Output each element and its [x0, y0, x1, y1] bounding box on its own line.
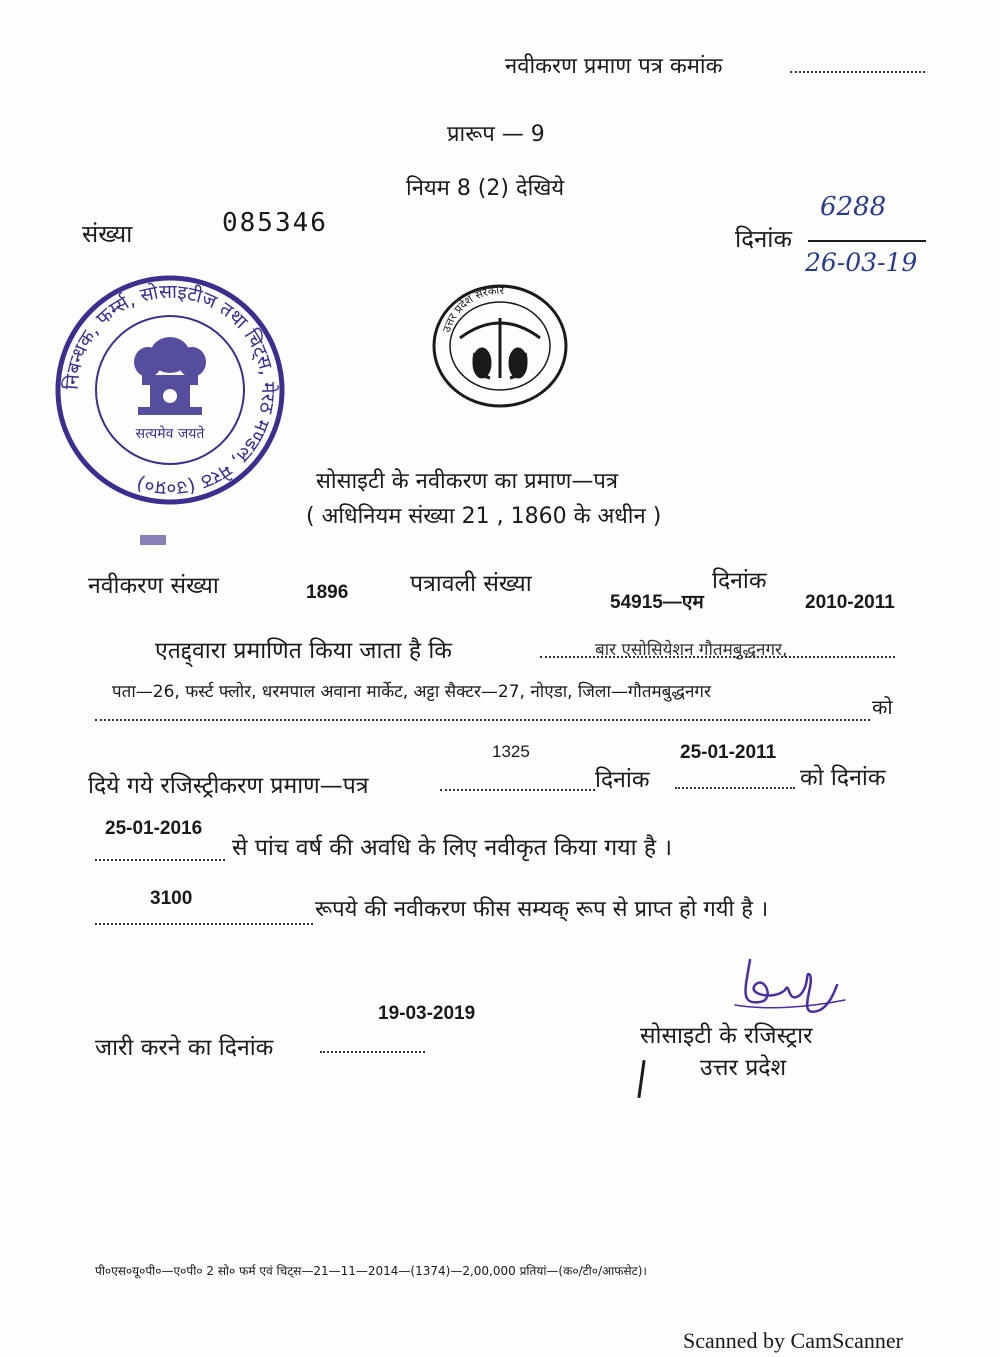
- handwritten-number: 6288: [820, 192, 887, 222]
- stamp-motto: सत्यमेव जयते: [135, 426, 205, 442]
- file-number-label: पत्रावली संख्या: [410, 571, 532, 597]
- renewal-cert-number-label: नवीकरण प्रमाण पत्र कमांक: [505, 54, 723, 79]
- renewal-from-blank: [95, 858, 225, 861]
- renewal-period-text: से पांच वर्ष की अवधि के लिए नवीकृत किया गया है ।: [232, 835, 673, 861]
- renewal-from-date: 25-01-2016: [105, 818, 203, 839]
- address-blank: [95, 718, 870, 721]
- info-date-value: 2010-2011: [805, 592, 895, 613]
- issue-date-label: जारी करने का दिनांक: [95, 1035, 274, 1061]
- signatory-state: उत्तर प्रदेश: [700, 1055, 787, 1081]
- up-government-emblem: [430, 278, 570, 408]
- registration-number-blank: [440, 788, 595, 791]
- stamp-ring-text: निबन्धक, फर्म्स, सोसाइटीज तथा चिट्स, मेरठ मण्डल, मेरठ (उ०प्र०): [60, 280, 280, 500]
- registration-cert-label: दिये गये रजिस्ट्रीकरण प्रमाण—पत्र: [88, 773, 369, 799]
- fee-amount: 3100: [150, 888, 193, 909]
- certificate-title: सोसाइटी के नवीकरण का प्रमाण—पत्र: [316, 469, 619, 494]
- renewal-number-value: 1896: [306, 582, 349, 603]
- issue-date: 19-03-2019: [378, 1003, 476, 1024]
- registration-date: 25-01-2011: [680, 742, 777, 763]
- renewal-number-label: नवीकरण संख्या: [88, 573, 219, 599]
- info-date-label: दिनांक: [712, 568, 767, 594]
- serial-number: 085346: [222, 208, 328, 238]
- ko-text: को: [872, 695, 893, 719]
- signatory-title: सोसाइटी के रजिस्ट्रार: [640, 1023, 813, 1049]
- certify-text: एतद्द्वारा प्रमाणित किया जाता है कि: [155, 638, 452, 664]
- society-name: बार एसोसियेशन गौतमबुद्धनगर,: [595, 640, 788, 660]
- print-footer: पी०एस०यू०पी०—ए०पी० 2 सो० फर्म एवं चिट्स—21—11—2014—(1374)—2,00,000 प्रतियां—(क०/टी०/आफसेट)।: [95, 1264, 647, 1278]
- fee-text: रूपये की नवीकरण फीस सम्यक् रूप से प्राप्त हो गयी है ।: [315, 897, 769, 922]
- ink-smudge: [140, 535, 166, 545]
- registration-number: 1325: [492, 742, 530, 761]
- society-address: पता—26, फर्स्ट फ्लोर, धरमपाल अवाना मार्केट, अट्टा सैक्टर—27, नोएडा, जिला—गौतमबुद्धनगर: [112, 682, 711, 702]
- rule-reference: नियम 8 (2) देखिये: [406, 176, 565, 201]
- issue-date-blank: [320, 1050, 425, 1053]
- lion-capital-icon: [134, 337, 206, 415]
- camscanner-watermark: Scanned by CamScanner: [683, 1328, 903, 1353]
- form-title: प्रारूप — 9: [447, 122, 545, 147]
- registrar-stamp: [50, 270, 290, 510]
- pen-mark: [637, 1060, 645, 1098]
- registration-date-label: दिनांक: [595, 767, 650, 793]
- certificate-subtitle: ( अधिनियम संख्या 21 , 1860 के अधीन ): [306, 504, 662, 529]
- registration-date-blank: [675, 786, 795, 789]
- renewal-cert-number-blank: [790, 70, 925, 73]
- file-number-value: 54915—एम: [610, 592, 704, 613]
- emblem-ring-text: उत्तर प्रदेश सरकार: [440, 283, 505, 335]
- ko-dinank-text: को दिनांक: [800, 765, 886, 791]
- date-label: दिनांक: [735, 225, 792, 253]
- handwritten-date: 26-03-19: [805, 248, 918, 277]
- bow-arrow-fish-icon: [460, 318, 540, 378]
- fee-blank: [95, 922, 313, 925]
- serial-label: संख्या: [82, 220, 133, 248]
- date-underline: [808, 240, 926, 242]
